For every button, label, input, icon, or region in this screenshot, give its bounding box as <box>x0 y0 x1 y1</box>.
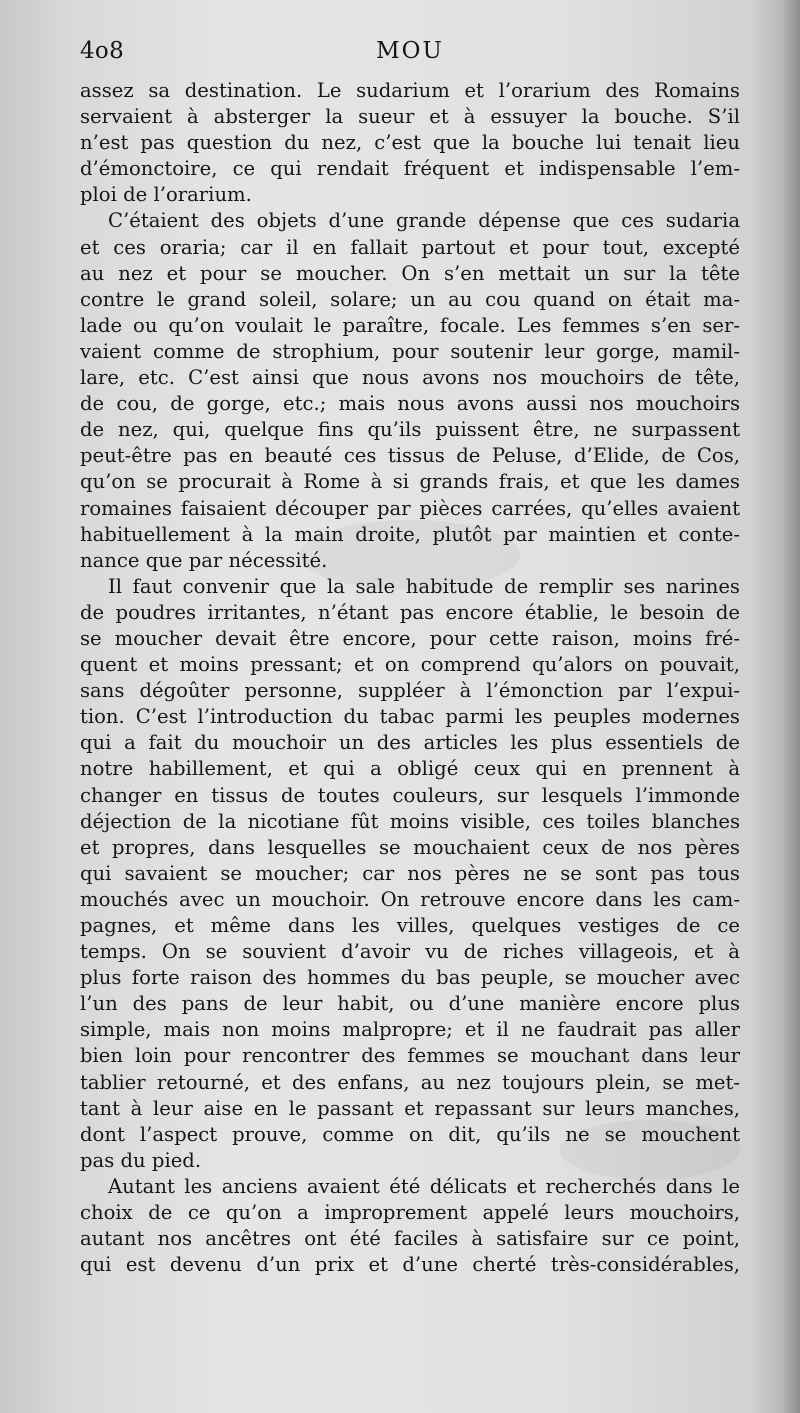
text-line: Autant les anciens avaient été délicats et recherchés dans le <box>108 1174 740 1198</box>
text-line: pas du pied. <box>80 1148 202 1172</box>
text-line: habituellement à la main droite, plutôt par maintien et conte- <box>80 522 740 546</box>
text-line: et propres, dans lesquelles se mouchaient ceux de nos pères <box>80 835 740 859</box>
text-line: au nez et pour se moucher. On s’en mettait un sur la tête <box>80 261 740 285</box>
text-line: qui a fait du mouchoir un des articles les plus essentiels de <box>80 731 740 755</box>
text-line: changer en tissus de toutes couleurs, sur lesquels l’immonde <box>80 783 740 807</box>
text-line: de nez, qui, quelque fins qu’ils puissent être, ne surpassent <box>80 418 740 442</box>
text-line: C’étaient des objets d’une grande dépense que ces sudaria <box>108 209 740 233</box>
text-line: vaient comme de strophium, pour soutenir leur gorge, mamil- <box>80 339 740 363</box>
text-line: dont l’aspect prouve, comme on dit, qu’ils ne se mouchent <box>80 1122 740 1146</box>
text-line: n’est pas question du nez, c’est que la bouche lui tenait lieu <box>80 131 740 155</box>
text-line: d’émonctoire, ce qui rendait fréquent et indispensable l’em- <box>80 157 740 181</box>
text-line: romaines faisaient découper par pièces carrées, qu’elles avaient <box>80 496 740 520</box>
text-line: plus forte raison des hommes du bas peuple, se moucher avec <box>80 966 740 990</box>
text-line: temps. On se souvient d’avoir vu de riches villageois, et à <box>80 940 740 964</box>
text-line: déjection de la nicotiane fût moins visible, ces toiles blanches <box>80 809 740 833</box>
text-line: ploi de l’orarium. <box>80 183 252 207</box>
body-text <box>80 78 740 1278</box>
running-head: MOU <box>376 38 444 64</box>
text-line: contre le grand soleil, solare; un au cou quand on était ma- <box>80 287 740 311</box>
text-line: lade ou qu’on voulait le paraître, focale. Les femmes s’en ser- <box>80 313 740 337</box>
text-line: lare, etc. C’est ainsi que nous avons nos mouchoirs de tête, <box>80 366 740 390</box>
text-line: sans dégoûter personne, suppléer à l’émonction par l’expui- <box>80 679 740 703</box>
text-line: servaient à absterger la sueur et à essuyer la bouche. S’il <box>80 105 740 129</box>
text-line: mouchés avec un mouchoir. On retrouve encore dans les cam- <box>80 887 740 911</box>
text-line: tant à leur aise en le passant et repassant sur leurs manches, <box>80 1096 740 1120</box>
page-number: 4o8 <box>80 38 125 64</box>
text-line: de poudres irritantes, n’étant pas encore établie, le besoin de <box>80 600 740 624</box>
text-line: bien loin pour rencontrer des femmes se mouchant dans leur <box>80 1044 740 1068</box>
text-line: assez sa destination. Le sudarium et l’orarium des Romains <box>80 79 740 102</box>
text-line: choix de ce qu’on a improprement appelé leurs mouchoirs, <box>80 1201 740 1225</box>
text-line: qui savaient se moucher; car nos pères ne se sont pas tous <box>80 861 740 885</box>
text-line: peut-être pas en beauté ces tissus de Peluse, d’Elide, de Cos, <box>80 444 740 468</box>
page-edge-shadow <box>782 0 800 1413</box>
text-line: et ces oraria; car il en fallait partout et pour tout, excepté <box>80 235 740 259</box>
text-line: notre habillement, et qui a obligé ceux qui en prennent à <box>80 757 740 781</box>
text-line: nance que par nécessité. <box>80 548 328 572</box>
text-line: Il faut convenir que la sale habitude de remplir ses narines <box>108 574 740 598</box>
text-line: l’un des pans de leur habit, ou d’une manière encore plus <box>80 992 740 1016</box>
text-line: se moucher devait être encore, pour cette raison, moins fré- <box>80 626 740 650</box>
text-line: qu’on se procurait à Rome à si grands frais, et que les dames <box>80 470 740 494</box>
text-line: qui est devenu d’un prix et d’une cherté très-considérables, <box>80 1253 740 1277</box>
text-line: simple, mais non moins malpropre; et il ne faudrait pas aller <box>80 1018 740 1042</box>
text-line: pagnes, et même dans les villes, quelques vestiges de ce <box>80 914 740 937</box>
text-line: tion. C’est l’introduction du tabac parmi les peuples modernes <box>80 705 740 729</box>
text-line: autant nos ancêtres ont été faciles à satisfaire sur ce point, <box>80 1227 740 1251</box>
text-line: de cou, de gorge, etc.; mais nous avons aussi nos mouchoirs <box>80 392 740 416</box>
text-line: tablier retourné, et des enfans, au nez toujours plein, se met- <box>80 1070 740 1094</box>
text-line: quent et moins pressant; et on comprend qu’alors on pouvait, <box>80 653 740 677</box>
page-header <box>80 38 740 68</box>
